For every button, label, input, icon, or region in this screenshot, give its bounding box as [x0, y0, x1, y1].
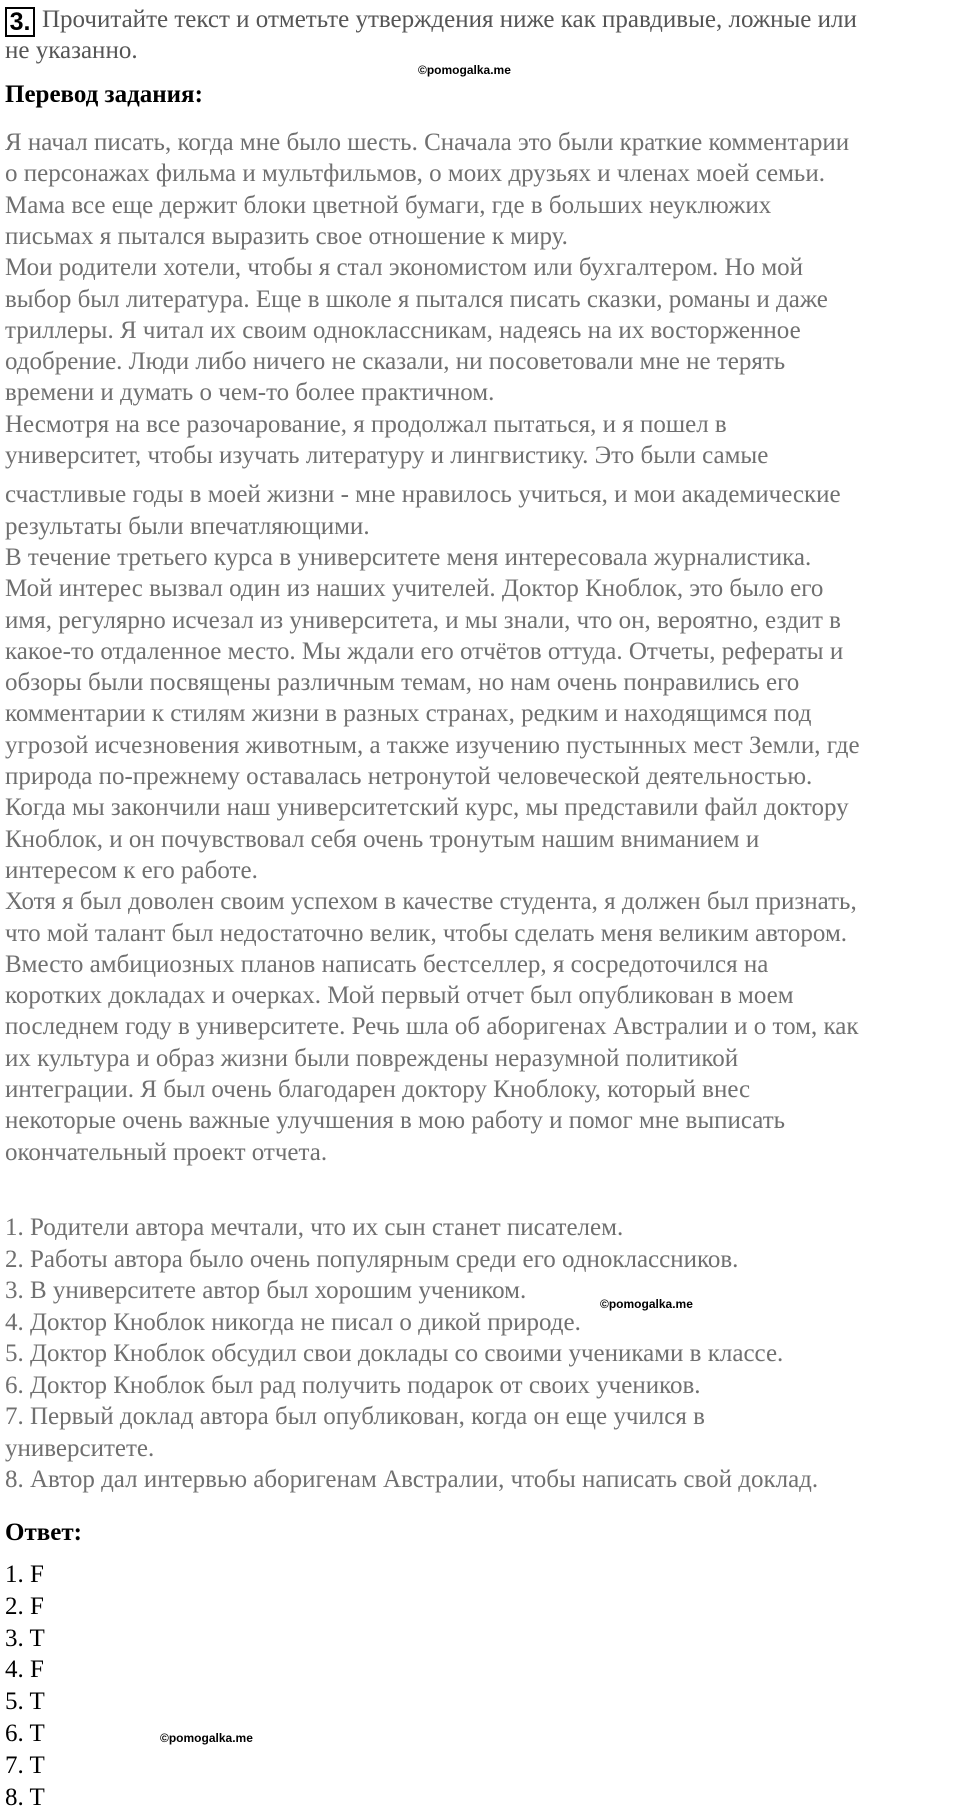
statement-line: 4. Доктор Кноблок никогда не писал о дикой природе.: [5, 1309, 581, 1336]
text-line: что мой талант был недостаточно велик, чтобы сделать меня великим автором.: [5, 920, 848, 947]
watermark: ©pomogalka.me: [600, 1297, 693, 1311]
text-line: интересом к его работе.: [5, 857, 258, 884]
text-line: Мой интерес вызвал один из наших учителей. Доктор Кноблок, это было его: [5, 575, 824, 602]
text-line: какое-то отдаленное место. Мы ждали его отчётов оттуда. Отчеты, рефераты и: [5, 638, 844, 665]
task-instruction-line-1: Прочитайте текст и отметьте утверждения ниже как правдивые, ложные или: [42, 6, 857, 33]
answer-item: 8. T: [5, 1784, 45, 1811]
statement-line: университете.: [5, 1435, 155, 1462]
text-line: одобрение. Люди либо ничего не сказали, ни посоветовали мне не терять: [5, 348, 786, 375]
answer-item: 1. F: [5, 1561, 44, 1588]
text-line: Я начал писать, когда мне было шесть. Сначала это были краткие комментарии: [5, 129, 850, 156]
statement-line: 2. Работы автора было очень популярным среди его одноклассников.: [5, 1246, 739, 1273]
statement-line: 5. Доктор Кноблок обсудил свои доклады со своими учениками в классе.: [5, 1340, 784, 1367]
text-line: времени и думать о чем-то более практичном.: [5, 379, 495, 406]
statement-line: 6. Доктор Кноблок был рад получить подарок от своих учеников.: [5, 1372, 701, 1399]
text-line: интеграции. Я был очень благодарен доктору Кноблоку, который внес: [5, 1076, 751, 1103]
text-line: Кноблок, и он почувствовал себя очень тронутым нашим вниманием и: [5, 826, 760, 853]
answer-item: 6. T: [5, 1720, 45, 1747]
text-line: окончательный проект отчета.: [5, 1139, 328, 1166]
task-instruction-line-2: не указанно.: [5, 37, 138, 64]
text-line: о персонажах фильма и мультфильмов, о моих друзьях и членах моей семьи.: [5, 160, 825, 187]
text-line: Хотя я был доволен своим успехом в качестве студента, я должен был признать,: [5, 888, 857, 915]
statement-line: 3. В университете автор был хорошим учеником.: [5, 1277, 527, 1304]
text-line: результаты были впечатляющими.: [5, 513, 370, 540]
text-line: Мои родители хотели, чтобы я стал экономистом или бухгалтером. Но мой: [5, 254, 804, 281]
text-line: их культура и образ жизни были повреждены неразумной политикой: [5, 1045, 739, 1072]
text-line: некоторые очень важные улучшения в мою работу и помог мне выписать: [5, 1107, 786, 1134]
answer-item: 3. T: [5, 1625, 45, 1652]
text-line: обзоры были посвящены различным темам, но нам очень понравились его: [5, 669, 800, 696]
statement-line: 1. Родители автора мечтали, что их сын станет писателем.: [5, 1214, 624, 1241]
answer-item: 4. F: [5, 1656, 44, 1683]
text-line: последнем году в университете. Речь шла об аборигенах Австралии и о том, как: [5, 1013, 859, 1040]
text-line: имя, регулярно исчезал из университета, и мы знали, что он, вероятно, ездит в: [5, 607, 841, 634]
text-line: выбор был литература. Еще в школе я пытался писать сказки, романы и даже: [5, 286, 828, 313]
text-line: природа по-прежнему оставалась нетронутой человеческой деятельностью.: [5, 763, 813, 790]
text-line: комментарии к стилям жизни в разных странах, редким и находящимся под: [5, 700, 812, 727]
answer-item: 5. T: [5, 1688, 45, 1715]
statement-line: 8. Автор дал интервью аборигенам Австралии, чтобы написать свой доклад.: [5, 1466, 819, 1493]
text-line: триллеры. Я читал их своим одноклассникам, надеясь на их восторженное: [5, 317, 801, 344]
text-line: коротких докладах и очерках. Мой первый отчет был опубликован в моем: [5, 982, 794, 1009]
text-line: письмах я пытался выразить свое отношение к миру.: [5, 223, 568, 250]
text-line: Несмотря на все разочарование, я продолжал пытаться, и я пошел в: [5, 411, 727, 438]
task-number-box: 3.: [5, 7, 35, 37]
watermark: ©pomogalka.me: [160, 1731, 253, 1745]
text-line: университет, чтобы изучать литературу и лингвистику. Это были самые: [5, 442, 769, 469]
text-line: угрозой исчезновения животным, а также изучению пустынных мест Земли, где: [5, 732, 860, 759]
text-line: счастливые годы в моей жизни - мне нравилось учиться, и мои академические: [5, 481, 841, 508]
answer-heading: Ответ:: [5, 1519, 82, 1546]
statement-line: 7. Первый доклад автора был опубликован, когда он еще учился в: [5, 1403, 705, 1430]
answer-item: 2. F: [5, 1593, 44, 1620]
translation-heading: Перевод задания:: [5, 81, 203, 108]
text-line: Когда мы закончили наш университетский курс, мы представили файл доктору: [5, 794, 849, 821]
watermark: ©pomogalka.me: [418, 63, 511, 77]
text-line: Вместо амбициозных планов написать бестселлер, я сосредоточился на: [5, 951, 769, 978]
text-line: Мама все еще держит блоки цветной бумаги, где в больших неуклюжих: [5, 192, 772, 219]
answer-item: 7. T: [5, 1752, 45, 1779]
text-line: В течение третьего курса в университете меня интересовала журналистика.: [5, 544, 812, 571]
